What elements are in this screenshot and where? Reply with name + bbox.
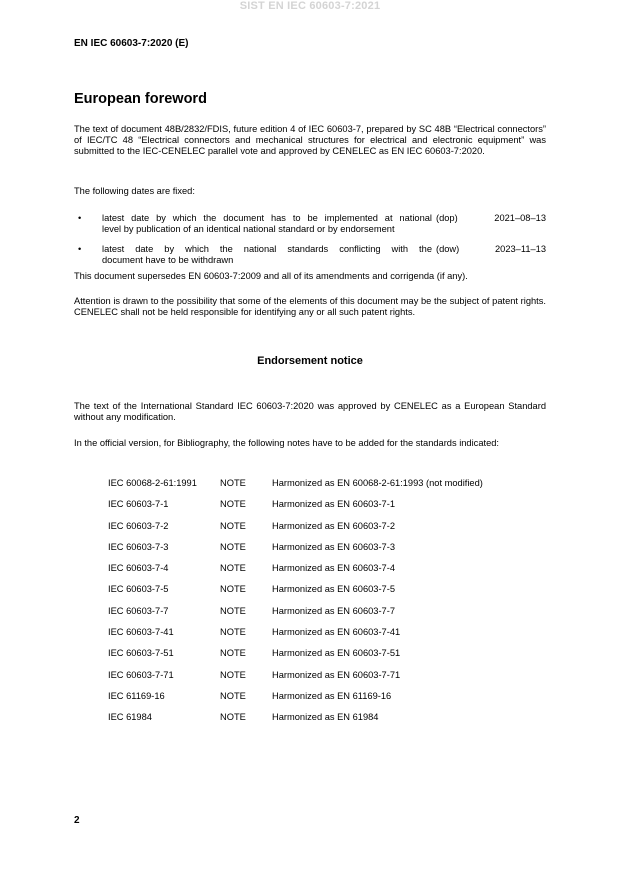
harmonization-notes-table xyxy=(108,478,483,734)
note-row xyxy=(108,478,483,499)
note-label: NOTE xyxy=(220,690,246,701)
note-label: NOTE xyxy=(220,712,246,723)
bullet-marker: • xyxy=(78,244,82,254)
note-standard: IEC 60603-7-1 xyxy=(108,499,169,510)
note-standard: IEC 60603-7-7 xyxy=(108,605,169,616)
note-text: Harmonized as EN 60603-7-71 xyxy=(272,669,401,680)
note-standard: IEC 60603-7-41 xyxy=(108,627,174,638)
note-label: NOTE xyxy=(220,520,246,531)
note-standard: IEC 60603-7-71 xyxy=(108,669,174,680)
note-standard: IEC 60068-2-61:1991 xyxy=(108,478,197,488)
date-abbreviation: (dow) xyxy=(436,244,460,254)
note-standard: IEC 61169-16 xyxy=(108,690,165,701)
note-row xyxy=(108,691,483,712)
foreword-paragraph: The text of document 48B/2832/FDIS, future edition 4 of IEC 60603-7, prepared by SC 48B “Electrical connectors” of IEC/TC 48 “Electrical connectors and mechanical structures for electrical and electronic equipment” was submitted to the IEC-CENELEC parallel vote and approved by CENELEC as EN IEC 60603-7:2020. xyxy=(74,124,546,157)
note-standard: IEC 60603-7-3 xyxy=(108,541,169,552)
note-row xyxy=(108,499,483,520)
note-row xyxy=(108,648,483,669)
note-text: Harmonized as EN 61169-16 xyxy=(272,690,392,701)
date-value: 2023–11–13 xyxy=(494,244,546,254)
note-label: NOTE xyxy=(220,541,246,552)
note-text: Harmonized as EN 60603-7-51 xyxy=(272,648,401,659)
date-item-description xyxy=(102,213,432,235)
note-label: NOTE xyxy=(220,563,246,574)
note-text: Harmonized as EN 61984 xyxy=(272,712,379,723)
bullet-marker: • xyxy=(78,213,82,223)
note-standard: IEC 60603-7-2 xyxy=(108,520,169,531)
date-item-line-1: latest date by which the national standards conflicting with the xyxy=(102,244,432,254)
supersedes-statement: This document supersedes EN 60603-7:2009 and all of its amendments and corrigenda (if any). xyxy=(74,271,468,281)
dates-intro: The following dates are fixed: xyxy=(74,186,195,196)
note-text: Harmonized as EN 60603-7-5 xyxy=(272,584,395,595)
date-abbreviation: (dop) xyxy=(436,213,458,223)
note-row xyxy=(108,521,483,542)
date-item-line-2: level by publication of an identical national standard or by endorsement xyxy=(102,224,395,235)
note-label: NOTE xyxy=(220,478,246,488)
patent-attention: Attention is drawn to the possibility that some of the elements of this document may be the subject of patent rights. CENELEC shall not be held responsible for identifying any or all such patent rights. xyxy=(74,296,546,318)
note-row xyxy=(108,606,483,627)
endorsement-paragraph: The text of the International Standard IEC 60603-7:2020 was approved by CENELEC as a European Standard without any modification. xyxy=(74,401,546,423)
foreword-title: European foreword xyxy=(74,91,207,107)
note-row xyxy=(108,627,483,648)
note-row xyxy=(108,670,483,691)
note-label: NOTE xyxy=(220,648,246,659)
note-text: Harmonized as EN 60603-7-41 xyxy=(272,627,401,638)
bibliography-notes-intro: In the official version, for Bibliography, the following notes have to be added for the standards indicated: xyxy=(74,438,499,448)
note-text: Harmonized as EN 60068-2-61:1993 (not modified) xyxy=(272,478,483,488)
note-standard: IEC 60603-7-51 xyxy=(108,648,174,659)
note-label: NOTE xyxy=(220,627,246,638)
note-standard: IEC 60603-7-5 xyxy=(108,584,169,595)
date-item-value xyxy=(436,213,546,224)
note-label: NOTE xyxy=(220,584,246,595)
note-standard: IEC 61984 xyxy=(108,712,152,723)
date-item-line-2: document have to be withdrawn xyxy=(102,255,234,266)
note-row xyxy=(108,563,483,584)
note-row xyxy=(108,584,483,605)
note-text: Harmonized as EN 60603-7-3 xyxy=(272,541,395,552)
note-label: NOTE xyxy=(220,499,246,510)
note-label: NOTE xyxy=(220,669,246,680)
note-text: Harmonized as EN 60603-7-7 xyxy=(272,605,395,616)
date-item-description xyxy=(102,244,432,266)
document-id-header: EN IEC 60603-7:2020 (E) xyxy=(74,38,189,49)
note-text: Harmonized as EN 60603-7-2 xyxy=(272,520,395,531)
date-value: 2021–08–13 xyxy=(494,213,546,223)
note-row xyxy=(108,712,483,733)
note-text: Harmonized as EN 60603-7-4 xyxy=(272,563,395,574)
endorsement-title: Endorsement notice xyxy=(257,355,363,367)
page-number: 2 xyxy=(74,815,80,826)
note-text: Harmonized as EN 60603-7-1 xyxy=(272,499,395,510)
date-item-line-1: latest date by which the document has to be implemented at national xyxy=(102,213,432,223)
date-item-value xyxy=(436,244,546,255)
watermark: SIST EN IEC 60603-7:2021 xyxy=(239,0,381,12)
note-label: NOTE xyxy=(220,605,246,616)
note-standard: IEC 60603-7-4 xyxy=(108,563,169,574)
note-row xyxy=(108,542,483,563)
